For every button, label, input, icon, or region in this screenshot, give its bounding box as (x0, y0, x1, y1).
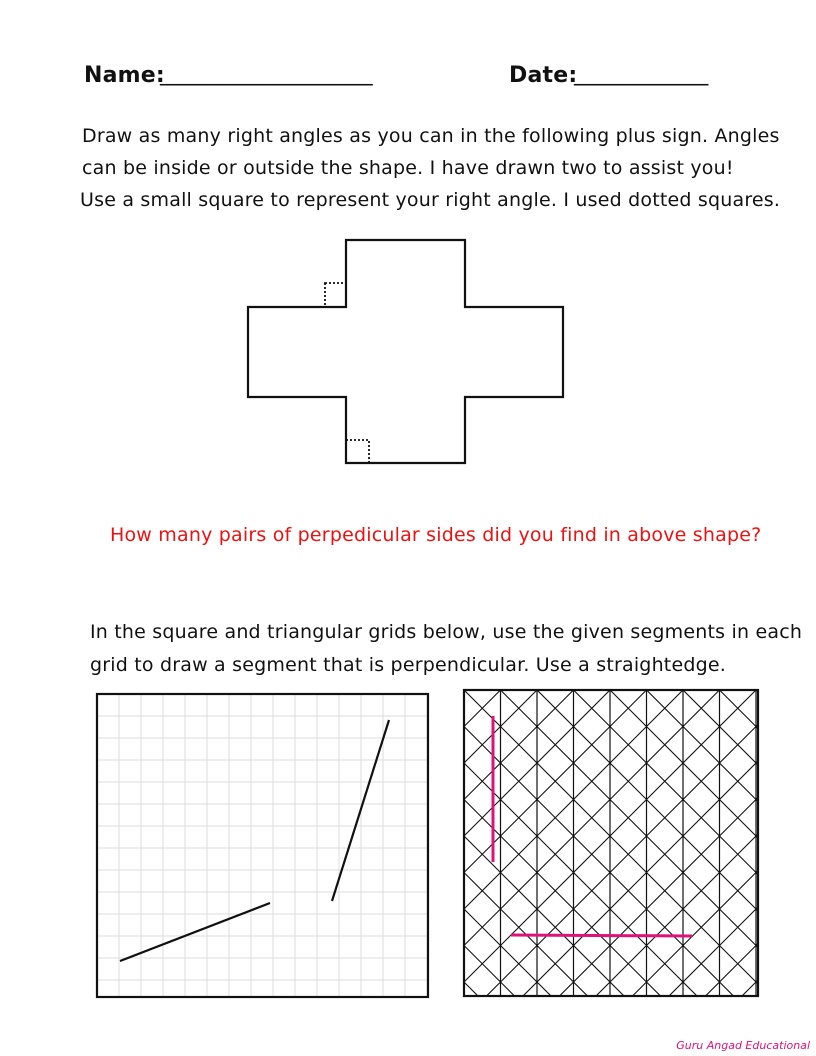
triangular-grid-line (793, 690, 816, 1056)
date-label: Date: (509, 63, 578, 88)
triangular-grid-line (501, 690, 816, 1056)
triangular-grid-line (539, 690, 816, 1056)
triangular-grid-line (756, 690, 816, 1056)
triangular-grid-line (101, 690, 501, 1056)
triangular-grid-line (174, 690, 574, 1056)
triangular-grid-line (245, 690, 645, 1056)
triangular-grid-line (0, 690, 353, 1056)
name-field[interactable]: ___________________ (160, 61, 373, 86)
triangular-grid-line (0, 690, 391, 1056)
triangular-grid-line (683, 690, 816, 1056)
triangular-grid-line (99, 690, 499, 1056)
triangular-grid-line (0, 690, 171, 1056)
triangular-grid-line (247, 690, 647, 1056)
triangular-grid-line (28, 690, 428, 1056)
triangular-grid-line (537, 690, 816, 1056)
triangular-grid-line (647, 690, 816, 1056)
triangular-grid-line (64, 690, 464, 1056)
triangular-grid-line (0, 690, 63, 1056)
grid-instruction-line-1: In the square and triangular grids below, use the given segments in each (90, 621, 803, 643)
name-label: Name: (84, 63, 165, 88)
triangular-grid-line (648, 690, 816, 1056)
instruction-line-1: Draw as many right angles as you can in the following plus sign. Angles (82, 125, 780, 147)
triangular-grid-line (172, 690, 572, 1056)
triangular-grid-line (137, 690, 537, 1056)
triangular-grid-line (0, 690, 245, 1056)
triangular-grid-line (0, 690, 280, 1056)
triangular-grid-lines (0, 690, 816, 1056)
date-field[interactable]: ____________ (574, 61, 709, 86)
triangular-grid-line (210, 690, 610, 1056)
triangular-grid-line (685, 690, 816, 1056)
triangular-grid-line (0, 690, 317, 1056)
triangular-grid-line (0, 690, 26, 1056)
triangular-grid-line (26, 690, 426, 1056)
triangular-grid-line (610, 690, 816, 1056)
triangular-grid-line (0, 690, 209, 1056)
triangular-grid-line (0, 690, 244, 1056)
triangular-grid-line (0, 690, 136, 1056)
instruction-line-3: Use a small square to represent your right angle. I used dotted squares. (80, 189, 781, 211)
triangular-grid-line (0, 690, 318, 1056)
triangular-grid-line (0, 690, 134, 1056)
triangular-grid-line (0, 690, 207, 1056)
grid-instruction-line-2: grid to draw a segment that is perpendicular. Use a straightedge. (90, 654, 727, 676)
triangular-grid-line (794, 690, 816, 1056)
question-text: How many pairs of perpedicular sides did you find in above shape? (110, 524, 762, 546)
footer-credit: Guru Angad Educational (676, 1039, 810, 1052)
triangular-grid-line (720, 690, 816, 1056)
triangular-grid-line (0, 690, 99, 1056)
triangular-grid-line (758, 690, 816, 1056)
triangular-grid-line (136, 690, 536, 1056)
triangular-grid-line (0, 690, 172, 1056)
triangular-grid-line (0, 690, 355, 1056)
given-segment-pink-horizontal (511, 935, 692, 936)
triangular-grid-line (0, 690, 390, 1056)
instruction-line-2: can be inside or outside the shape. I have drawn two to assist you! (82, 157, 734, 179)
triangular-grid-line (209, 690, 609, 1056)
triangular-grid-line (0, 690, 282, 1056)
triangular-grid-line (612, 690, 816, 1056)
triangular-grid-line (502, 690, 816, 1056)
triangular-grid-line (63, 690, 463, 1056)
triangular-grid-line (464, 690, 816, 1056)
triangular-grid-line (721, 690, 816, 1056)
